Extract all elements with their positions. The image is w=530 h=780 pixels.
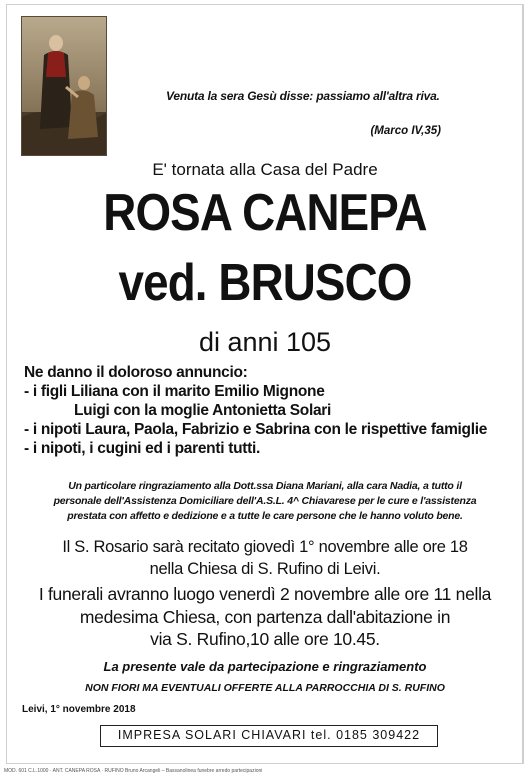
- print-footer: MOD. 601 C.L.1000 · ANT. CANEPA ROSA · RUFINO Bruno Arcangeli – Bassanolinea funebre arredo partecipazioni: [4, 768, 263, 774]
- announcement-lead: Ne danno il doloroso annuncio:: [24, 364, 248, 381]
- thanks-line: Un particolare ringraziamento alla Dott.ssa Diana Mariani, alla cara Nadia, a tutto il: [68, 480, 462, 492]
- rosary-line: Il S. Rosario sarà recitato giovedì 1° novembre alle ore 18: [62, 538, 468, 556]
- funeral-line: I funerali avranno luogo venerdì 2 novembre alle ore 11 nella: [38, 584, 492, 604]
- announcement-line: Luigi con la moglie Antonietta Solari: [74, 402, 332, 419]
- deceased-name: ROSA CANEPA: [103, 184, 427, 242]
- funeral-line: medesima Chiesa, con partenza dall'abitazione in: [79, 606, 451, 627]
- deceased-age: di anni 105: [198, 327, 332, 357]
- funeral-agency-box: IMPRESA SOLARI CHIAVARI tel. 0185 309422: [100, 725, 438, 747]
- special-thanks: [30, 479, 500, 524]
- bible-quote-reference: (Marco IV,35): [370, 125, 441, 137]
- announcement-block: [24, 363, 514, 458]
- deceased-married-name: ved. BRUSCO: [118, 254, 412, 312]
- rosary-info: [0, 536, 530, 580]
- thanks-line: personale dell'Assistenza Domiciliare dell'A.S.L. 4^ Chiavarese per le cure e l'assistenza: [53, 495, 477, 507]
- no-flowers-notice: NON FIORI MA EVENTUALI OFFERTE ALLA PARROCCHIA DI S. RUFINO: [85, 682, 445, 694]
- place-date: Leivi, 1° novembre 2018: [22, 704, 136, 715]
- funeral-line: via S. Rufino,10 alle ore 10.45.: [150, 629, 380, 649]
- thanks-line: prestata con affetto e dedizione e a tutte le care persone che le hanno voluto bene.: [67, 510, 463, 522]
- religious-painting-image: [21, 16, 107, 156]
- rosary-line: nella Chiesa di S. Rufino di Leivi.: [149, 560, 381, 578]
- announcement-line: - i figli Liliana con il marito Emilio Mignone: [24, 383, 325, 400]
- bible-quote: Venuta la sera Gesù disse: passiamo all'altra riva.: [166, 89, 440, 103]
- funeral-info: [0, 583, 530, 651]
- intro-line: E' tornata alla Casa del Padre: [152, 160, 378, 179]
- announcement-line: - i nipoti Laura, Paola, Fabrizio e Sabrina con le rispettive famiglie: [24, 421, 488, 438]
- announcement-line: - i nipoti, i cugini ed i parenti tutti.: [24, 440, 260, 457]
- participation-notice: La presente vale da partecipazione e ringraziamento: [103, 659, 427, 674]
